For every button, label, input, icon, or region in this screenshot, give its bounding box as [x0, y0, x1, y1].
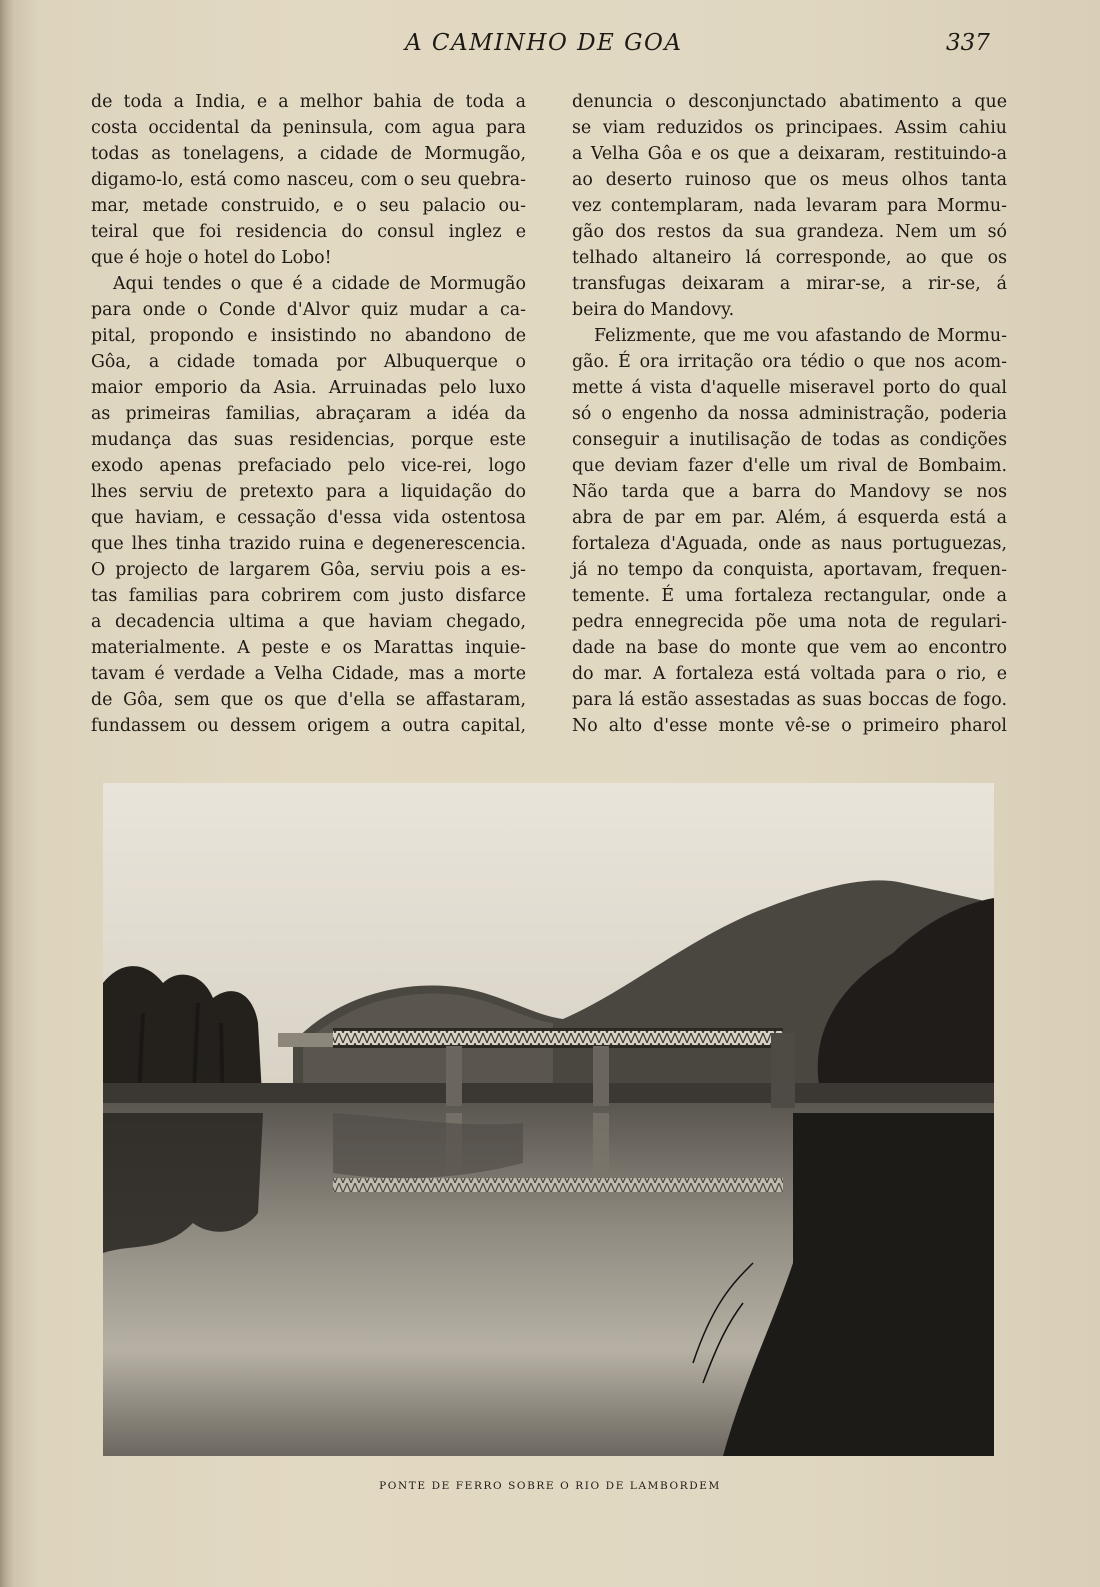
- left-column-line: pital, propondo e insistindo no abandono de: [91, 326, 526, 346]
- left-column-line: Gôa, a cidade tomada por Albuquerque o: [91, 352, 526, 372]
- left-column-line: as primeiras familias, abraçaram a idéa da: [91, 404, 526, 424]
- left-column-line: materialmente. A peste e os Marattas inquie-: [91, 638, 526, 658]
- right-column-line: só o engenho da nossa administração, poderia: [572, 404, 1007, 424]
- left-column-line: fundassem ou dessem origem a outra capital,: [91, 716, 526, 736]
- page-number: 337: [946, 30, 990, 56]
- right-column-line: dade na base do monte que vem ao encontro: [572, 638, 1007, 658]
- right-column-line: mette á vista d'aquelle miseravel porto do qual: [572, 378, 1007, 398]
- left-column-line: de toda a India, e a melhor bahia de toda a: [91, 92, 526, 112]
- right-text-column: [572, 89, 1007, 739]
- left-column-line: todas as tonelagens, a cidade de Mormugão,: [91, 144, 526, 164]
- photo-illustration: [103, 783, 994, 1456]
- right-column-line: ao deserto ruinoso que os meus olhos tanta: [572, 170, 1007, 190]
- left-column-line: a decadencia ultima a que haviam chegado,: [91, 612, 526, 632]
- right-column-line: vez contemplaram, nada levaram para Mormu-: [572, 196, 1007, 216]
- figure-caption: PONTE DE FERRO SOBRE O RIO DE LAMBORDEM: [379, 1480, 721, 1492]
- left-column-line: mudança das suas residencias, porque este: [91, 430, 526, 450]
- right-column-line: para lá estão assestadas as suas boccas de fogo.: [572, 690, 1007, 710]
- left-column-line: para onde o Conde d'Alvor quiz mudar a ca-: [91, 300, 526, 320]
- left-column-line: que lhes tinha trazido ruina e degenerescencia.: [91, 534, 526, 554]
- right-column-line: Felizmente, que me vou afastando de Mormu-: [594, 326, 1007, 346]
- left-column-line: que haviam, e cessação d'essa vida ostentosa: [91, 508, 526, 528]
- right-column-line: se viam reduzidos os principaes. Assim cahiu: [572, 118, 1007, 138]
- right-column-line: já no tempo da conquista, aportavam, frequen-: [572, 560, 1007, 580]
- left-text-column: [91, 89, 526, 739]
- right-column-line: temente. É uma fortaleza rectangular, onde a: [572, 586, 1007, 606]
- left-column-line: tavam é verdade a Velha Cidade, mas a morte: [91, 664, 526, 684]
- right-column-line: conseguir a inutilisação de todas as condições: [572, 430, 1007, 450]
- left-column-line: costa occidental da peninsula, com agua para: [91, 118, 526, 138]
- running-title: A CAMINHO DE GOA: [405, 30, 683, 56]
- left-column-line: O projecto de largarem Gôa, serviu pois a es-: [91, 560, 526, 580]
- right-column-line: beira do Mandovy.: [572, 300, 735, 320]
- right-column-line: denuncia o desconjunctado abatimento a que: [572, 92, 1007, 112]
- right-column-line: No alto d'esse monte vê-se o primeiro pharol: [572, 716, 1007, 736]
- page-header: [0, 30, 1100, 64]
- right-column-line: fortaleza d'Aguada, onde as naus portuguezas,: [572, 534, 1007, 554]
- right-column-line: abra de par em par. Além, á esquerda está a: [572, 508, 1007, 528]
- left-column-line: de Gôa, sem que os que d'ella se affastaram,: [91, 690, 526, 710]
- right-column-line: gão. É ora irritação ora tédio o que nos acom-: [572, 352, 1007, 372]
- left-column-line: exodo apenas prefaciado pelo vice-rei, logo: [91, 456, 526, 476]
- right-column-line: transfugas deixaram a mirar-se, a rir-se, á: [572, 274, 1007, 294]
- right-column-line: gão dos restos da sua grandeza. Nem um só: [572, 222, 1007, 242]
- bridge-photograph: [103, 783, 994, 1456]
- left-column-line: lhes serviu de pretexto para a liquidação do: [91, 482, 526, 502]
- left-column-line: teiral que foi residencia do consul inglez e: [91, 222, 526, 242]
- right-column-line: pedra ennegrecida põe uma nota de regulari-: [572, 612, 1007, 632]
- right-column-line: que deviam fazer d'elle um rival de Bombaim.: [572, 456, 1007, 476]
- left-column-line: mar, metade construido, e o seu palacio ou-: [91, 196, 526, 216]
- left-column-line: que é hoje o hotel do Lobo!: [91, 248, 332, 268]
- left-column-line: tas familias para cobrirem com justo disfarce: [91, 586, 526, 606]
- right-column-line: telhado altaneiro lá corresponde, ao que os: [572, 248, 1007, 268]
- left-column-line: maior emporio da Asia. Arruinadas pelo luxo: [91, 378, 526, 398]
- right-column-line: Não tarda que a barra do Mandovy se nos: [572, 482, 1007, 502]
- left-column-line: digamo-lo, está como nasceu, com o seu quebra-: [91, 170, 526, 190]
- right-column-line: a Velha Gôa e os que a deixaram, restituindo-a: [572, 144, 1007, 164]
- right-column-line: do mar. A fortaleza está voltada para o rio, e: [572, 664, 1007, 684]
- left-column-line: Aqui tendes o que é a cidade de Mormugão: [113, 274, 526, 294]
